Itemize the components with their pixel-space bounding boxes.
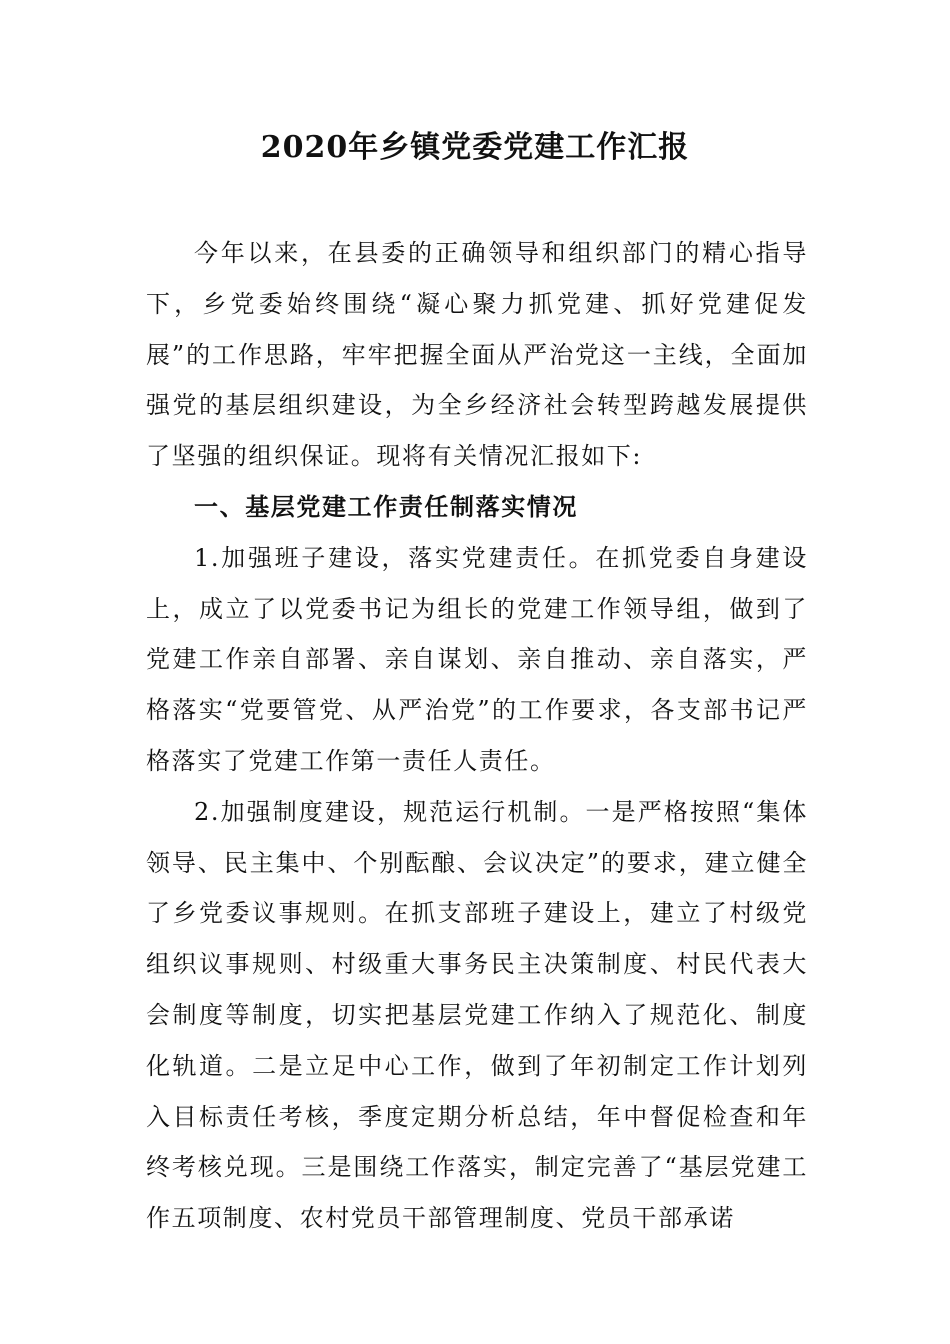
document-body	[146, 228, 808, 1244]
item-paragraph-1: 1.加强班子建设，落实党建责任。在抓党委自身建设上，成立了以党委书记为组长的党建工作领导组，做到了党建工作亲自部署、亲自谋划、亲自推动、亲自落实，严格落实“党要管党、从严治党”的工作要求，各支部书记严格落实了党建工作第一责任人责任。	[146, 543, 808, 775]
intro-paragraph: 今年以来，在县委的正确领导和组织部门的精心指导下，乡党委始终围绕“凝心聚力抓党建、抓好党建促发展”的工作思路，牢牢把握全面从严治党这一主线，全面加强党的基层组织建设，为全乡经济社会转型跨越发展提供了坚强的组织保证。现将有关情况汇报如下:	[146, 239, 808, 471]
item-paragraph-2: 2.加强制度建设，规范运行机制。一是严格按照“集体领导、民主集中、个别酝酿、会议决定”的要求，建立健全了乡党委议事规则。在抓支部班子建设上，建立了村级党组织议事规则、村级重大事务民主决策制度、村民代表大会制度等制度，切实把基层党建工作纳入了规范化、制度化轨道。二是立足中心工作，做到了年初制定工作计划列入目标责任考核，季度定期分析总结，年中督促检查和年终考核兑现。三是围绕工作落实，制定完善了“基层党建工作五项制度、农村党员干部管理制度、党员干部承诺	[146, 797, 808, 1233]
document-title: 2020年乡镇党委党建工作汇报	[260, 130, 690, 165]
section-heading-1: 一、基层党建工作责任制落实情况	[194, 491, 578, 521]
